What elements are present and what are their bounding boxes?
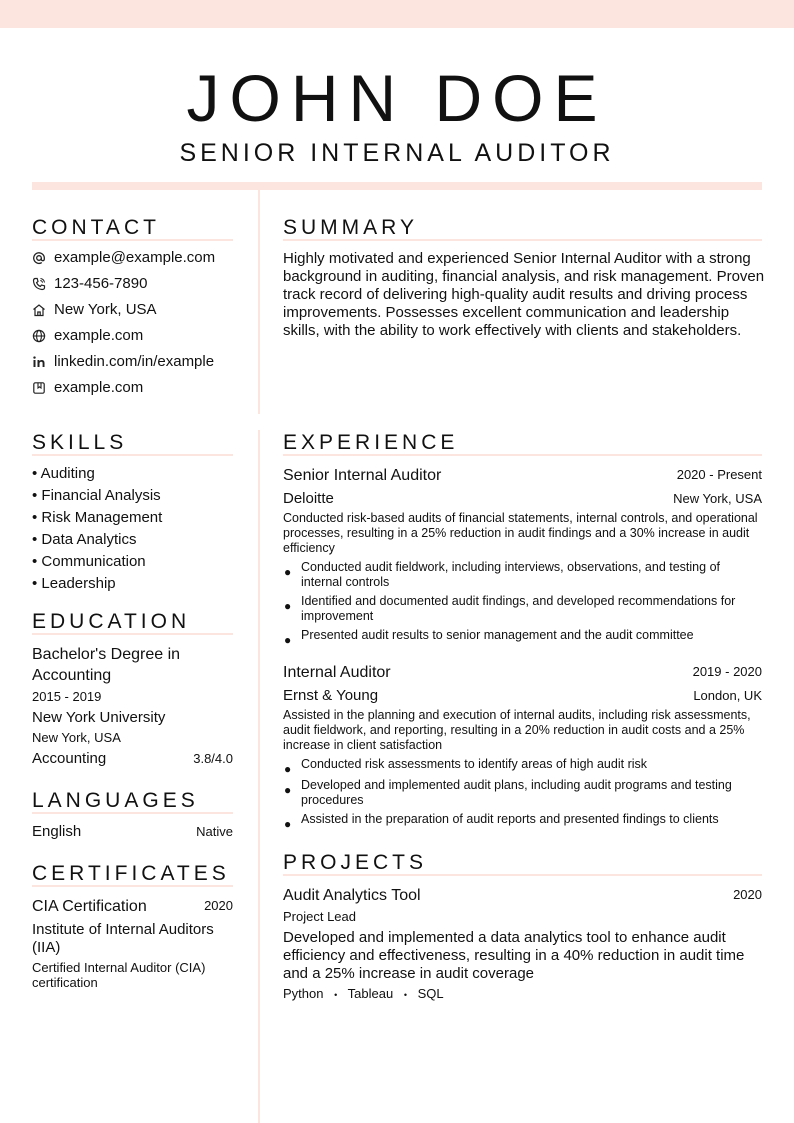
- skill-item: • Financial Analysis: [32, 487, 161, 504]
- languages-heading: LANGUAGES: [32, 789, 199, 812]
- project-tool: Tableau: [347, 986, 394, 1001]
- education-location: New York, USA: [32, 730, 121, 745]
- contact-phone-text: 123-456-7890: [54, 275, 148, 292]
- candidate-name: JOHN DOE: [186, 61, 608, 135]
- contact-portfolio[interactable]: [32, 378, 143, 398]
- candidate-title: SENIOR INTERNAL AUDITOR: [179, 139, 615, 167]
- globe-icon: [32, 329, 46, 343]
- summary-heading: SUMMARY: [283, 216, 418, 239]
- job-bullet: Presented audit results to senior management and the audit committee: [301, 628, 694, 642]
- projects-rule: [283, 874, 762, 876]
- skill-item: • Risk Management: [32, 509, 163, 526]
- bullet-icon: ●: [284, 565, 292, 579]
- certificate-description: Certified Internal Auditor (CIA) certification: [32, 960, 206, 990]
- phone-icon: [32, 277, 46, 291]
- contact-website[interactable]: [32, 326, 143, 346]
- tool-separator: •: [403, 990, 407, 1000]
- education-school: New York University: [32, 709, 166, 726]
- certificates-rule: [32, 885, 233, 887]
- projects-heading: PROJECTS: [283, 851, 428, 874]
- header-divider: [32, 182, 762, 190]
- job-bullet: Identified and documented audit findings, and developed recommendations for improvement: [301, 594, 736, 623]
- project-description: Developed and implemented a data analytics tool to enhance audit efficiency and effectiveness, resulting in a 40% reduction in audit time and a 25% increase in audit coverage: [283, 929, 745, 982]
- home-icon: [32, 303, 46, 317]
- project-year: 2020: [733, 887, 762, 902]
- education-rule: [32, 633, 233, 635]
- project-tool: SQL: [417, 986, 444, 1001]
- certificates-heading: CERTIFICATES: [32, 862, 230, 885]
- contact-rule: [32, 239, 233, 241]
- contact-location-text: New York, USA: [54, 301, 157, 318]
- certificate-name: CIA Certification: [32, 898, 147, 915]
- education-gpa: 3.8/4.0: [193, 751, 233, 766]
- job-company: Deloitte: [283, 490, 334, 507]
- language-name: English: [32, 823, 82, 840]
- contact-linkedin-text: linkedin.com/in/example: [54, 353, 215, 370]
- education-dates: 2015 - 2019: [32, 689, 102, 704]
- job-bullet: Conducted risk assessments to identify areas of high audit risk: [301, 757, 648, 771]
- column-divider-bottom: [258, 430, 260, 1123]
- project-name: Audit Analytics Tool: [283, 887, 421, 904]
- job-bullet: Assisted in the preparation of audit reports and presented findings to clients: [301, 812, 719, 826]
- language-level: Native: [196, 824, 233, 839]
- project-role: Project Lead: [283, 909, 356, 924]
- job-bullet: Conducted audit fieldwork, including interviews, observations, and testing of internal controls: [301, 560, 720, 589]
- skills-heading: SKILLS: [32, 431, 128, 454]
- job-company: Ernst & Young: [283, 687, 379, 704]
- column-divider-top: [258, 190, 260, 414]
- project-tools: [283, 986, 444, 1003]
- job-dates: 2020 - Present: [676, 467, 762, 482]
- skill-item: • Auditing: [32, 465, 95, 482]
- contact-email[interactable]: [32, 248, 215, 268]
- job-role: Internal Auditor: [283, 664, 391, 681]
- contact-phone[interactable]: [32, 274, 147, 294]
- contact-website-text: example.com: [54, 327, 144, 344]
- bullet-icon: ●: [284, 817, 292, 831]
- job-description: Assisted in the planning and execution of internal audits, including risk assessments, audit fieldwork, and reporting, resulting in a 20% reduction in audit costs and a 25% increase in client satisfaction: [283, 708, 751, 752]
- contact-linkedin[interactable]: [32, 352, 214, 372]
- contact-portfolio-text: example.com: [54, 379, 144, 396]
- at-icon: [32, 251, 46, 265]
- bullet-icon: ●: [284, 783, 292, 797]
- job-description: Conducted risk-based audits of financial statements, internal controls, and operational processes, resulting in a 25% reduction in audit findings and a 30% increase in audit efficiency: [283, 511, 758, 555]
- job-dates: 2019 - 2020: [692, 664, 762, 679]
- contact-email-text: example@example.com: [54, 249, 216, 266]
- bullet-icon: ●: [284, 762, 292, 776]
- education-heading: EDUCATION: [32, 610, 191, 633]
- experience-heading: EXPERIENCE: [283, 431, 459, 454]
- tool-separator: •: [334, 990, 338, 1000]
- experience-rule: [283, 454, 762, 456]
- contact-location: [32, 300, 157, 320]
- job-bullet: Developed and implemented audit plans, including audit programs and testing procedures: [301, 778, 732, 807]
- bookmark-icon: [32, 381, 46, 395]
- contact-heading: CONTACT: [32, 216, 160, 239]
- top-accent-band: [0, 0, 794, 28]
- certificate-issuer: Institute of Internal Auditors (IIA): [32, 921, 214, 956]
- skill-item: • Communication: [32, 553, 146, 570]
- linkedin-icon: [32, 355, 46, 369]
- project-tool: Python: [283, 986, 324, 1001]
- skills-rule: [32, 454, 233, 456]
- summary-rule: [283, 239, 762, 241]
- skill-item: • Data Analytics: [32, 531, 137, 548]
- education-field: Accounting: [32, 750, 107, 767]
- certificate-year: 2020: [204, 898, 233, 913]
- job-location: New York, USA: [673, 491, 762, 506]
- job-location: London, UK: [693, 688, 762, 703]
- skill-item: • Leadership: [32, 575, 116, 592]
- summary-text: Highly motivated and experienced Senior Internal Auditor with a strong background in auditing, financial analysis, and risk management. Proven track record of delivering high-quality audit results and driving process improvements. Possesses excellent communication and leadership skills, with the ability to work effectively with clients and stakeholders.: [283, 250, 765, 339]
- bullet-icon: ●: [284, 599, 292, 613]
- languages-rule: [32, 812, 233, 814]
- education-degree: Bachelor's Degree in Accounting: [32, 646, 181, 684]
- job-role: Senior Internal Auditor: [283, 467, 442, 484]
- bullet-icon: ●: [284, 633, 292, 647]
